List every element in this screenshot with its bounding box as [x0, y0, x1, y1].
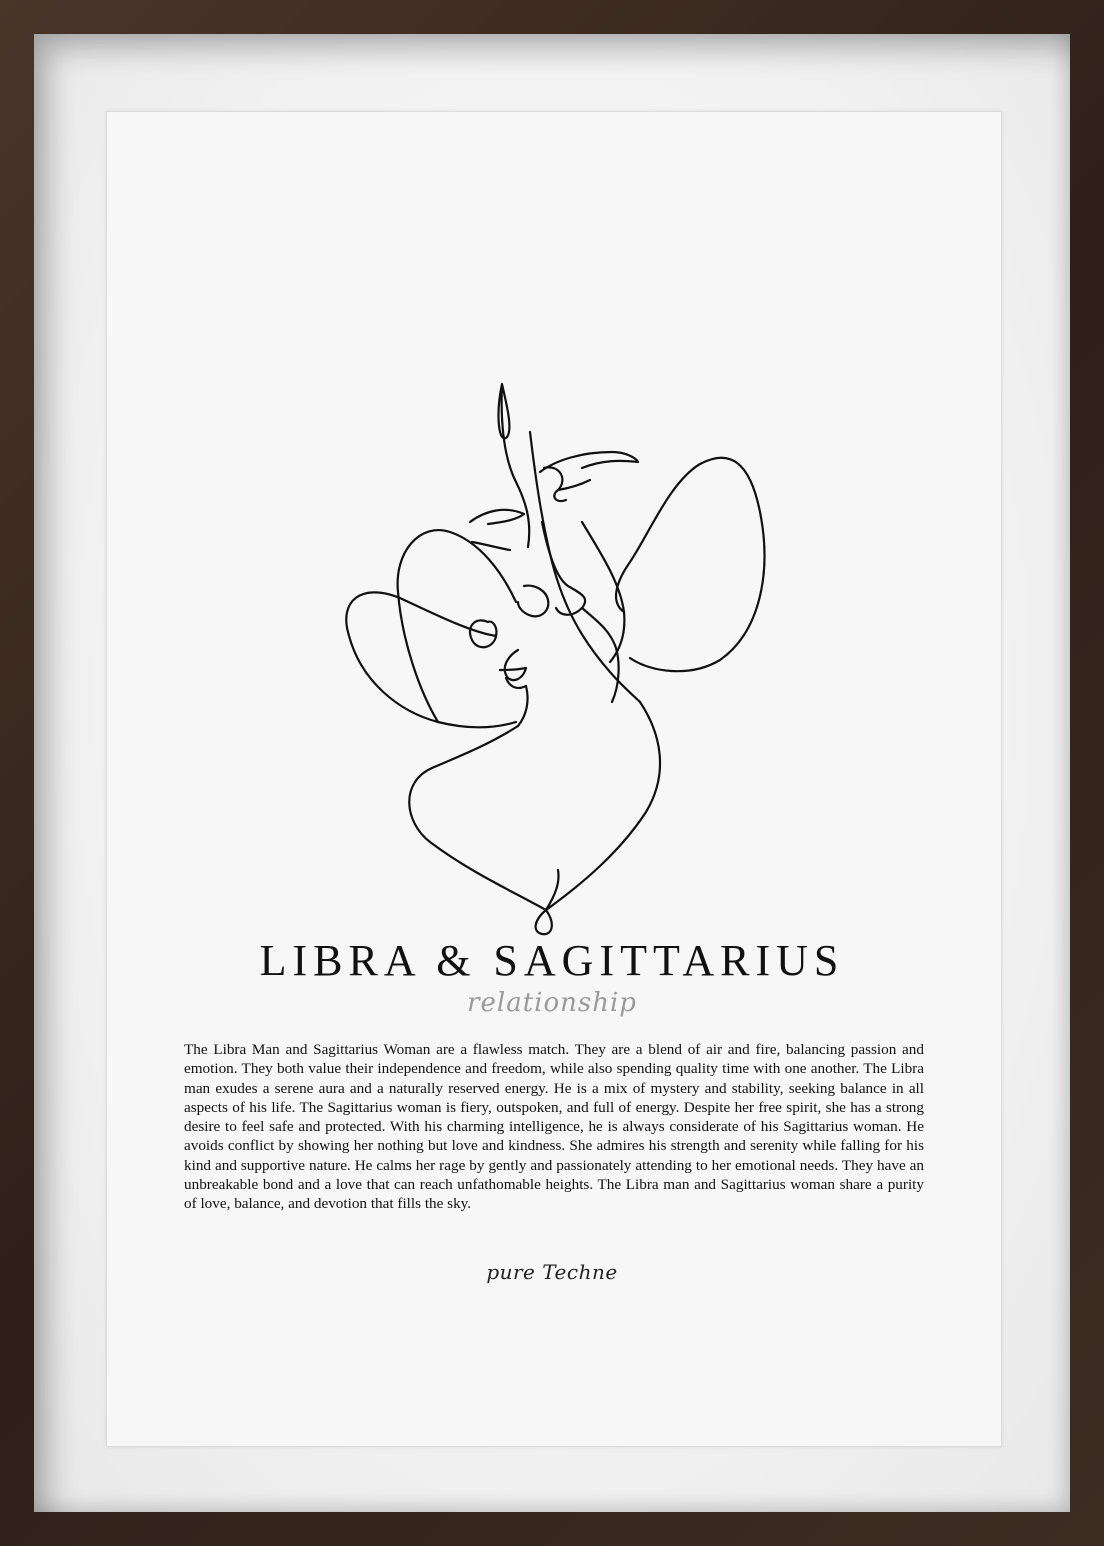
line-art-couple-kissing-icon	[320, 372, 780, 942]
poster-subtitle: relationship	[467, 988, 637, 1018]
poster-title: LIBRA & SAGITTARIUS	[259, 936, 845, 985]
brand-signature: pure Techne	[486, 1260, 618, 1284]
poster-description: The Libra Man and Sagittarius Woman are a flawless match. They are a blend of air and fire, balancing passion and emotion. They both value their independence and freedom, while also spending quality time with one another. The Libra man exudes a serene aura and a naturally reserved energy. He is a mix of mystery and stability, seeking balance in all aspects of his life. The Sagittarius woman is fiery, outspoken, and full of energy. Despite her free spirit, she has a strong desire to feel safe and protected. With his charming intelligence, he is always considerate of his Sagittarius woman. He avoids conflict by showing her nothing but love and kindness. She admires his strength and serenity while falling for his kind and supportive nature. He calms her rage by gently and passionately attending to her emotional needs. They have an unbreakable bond and a love that can reach unfathomable heights. The Libra man and Sagittarius woman share a purity of love, balance, and devotion that fills the sky.	[184, 1041, 924, 1213]
